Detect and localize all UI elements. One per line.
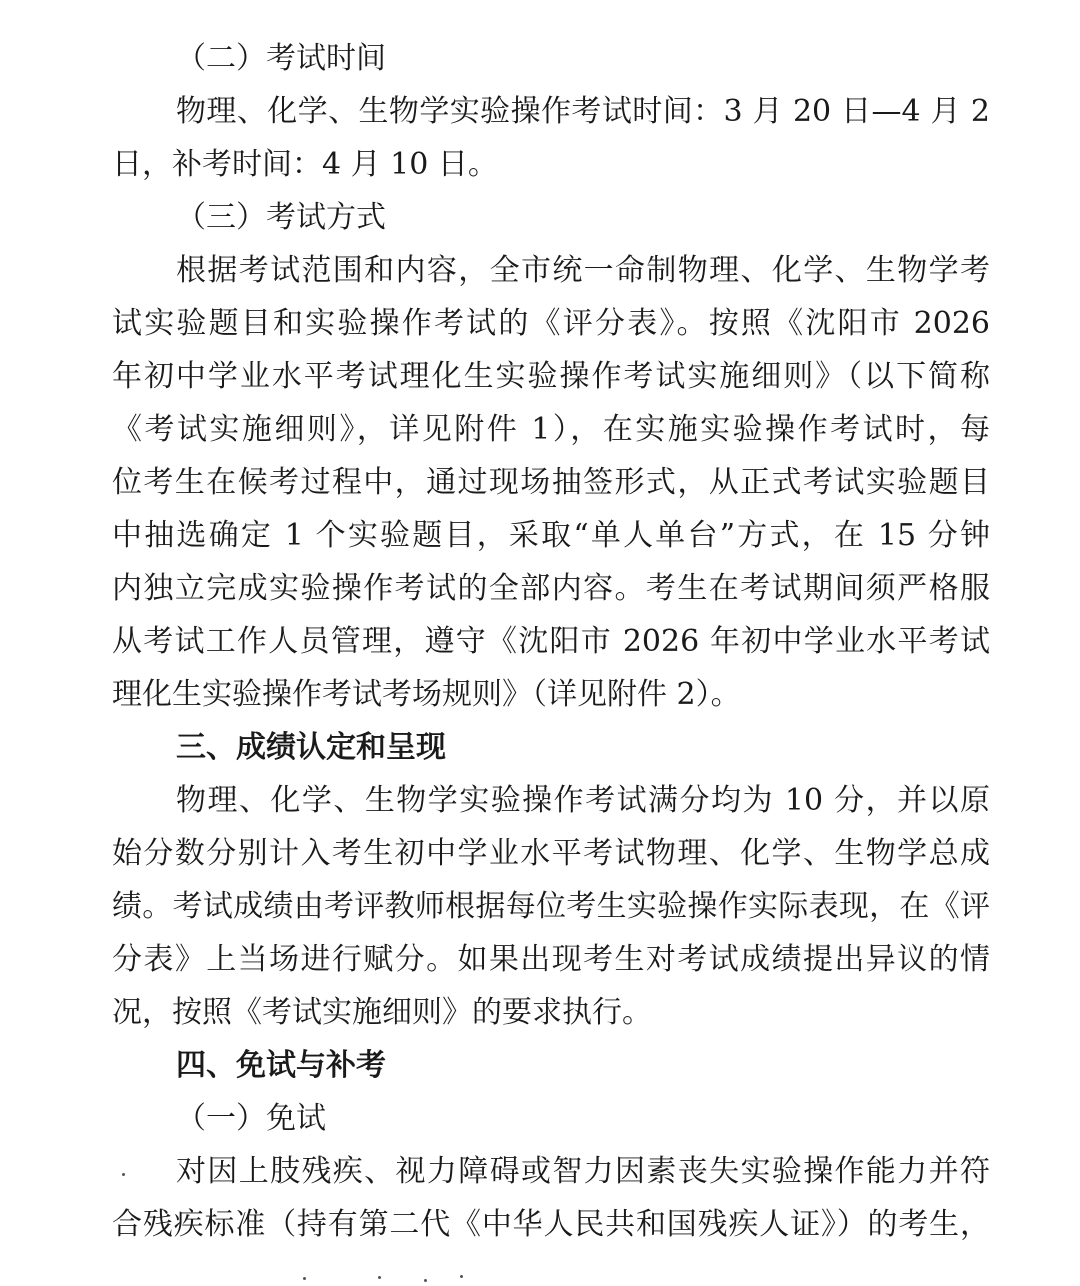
paragraph-line: 从考试工作人员管理，遵守《沈阳市 2026 年初中学业水平考试 — [112, 624, 990, 659]
paragraph-line: 年初中学业水平考试理化生实验操作考试实施细则》（以下简称 — [112, 359, 990, 394]
paragraph-line: 内独立完成实验操作考试的全部内容。考生在考试期间须严格服 — [112, 571, 990, 606]
document-page — [112, 32, 990, 1251]
paragraph-line: 物理、化学、生物学实验操作考试满分均为 10 分，并以原 — [176, 783, 990, 818]
paragraph-line: 合残疾标准（持有第二代《中华人民共和国残疾人证》）的考生， — [112, 1207, 990, 1242]
paragraph-line: 物理、化学、生物学实验操作考试时间：3 月 20 日—4 月 2 — [176, 94, 990, 129]
paragraph-line: 理化生实验操作考试考场规则》（详见附件 2）。 — [112, 677, 741, 712]
scan-speck — [460, 1275, 463, 1278]
paragraph-line: 始分数分别计入考生初中学业水平考试物理、化学、生物学总成 — [112, 836, 990, 871]
paragraph-line: 况，按照《考试实施细则》的要求执行。 — [112, 995, 652, 1030]
paragraph-line: 分表》上当场进行赋分。如果出现考生对考试成绩提出异议的情 — [112, 942, 990, 977]
scan-speck — [378, 1276, 381, 1279]
subheading-exemption: （一）免试 — [176, 1101, 326, 1136]
paragraph-line: 对因上肢残疾、视力障碍或智力因素丧失实验操作能力并符 — [176, 1154, 990, 1189]
scan-speck — [122, 1173, 125, 1176]
paragraph-line: 《考试实施细则》，详见附件 1），在实施实验操作考试时，每 — [112, 412, 990, 447]
subheading-exam-method: （三）考试方式 — [176, 200, 386, 235]
scan-speck — [303, 1277, 306, 1280]
scan-speck — [424, 1279, 427, 1282]
paragraph-line: 试实验题目和实验操作考试的《评分表》。按照《沈阳市 2026 — [112, 306, 990, 341]
section-heading-exemption: 四、免试与补考 — [176, 1048, 386, 1083]
section-heading-results: 三、成绩认定和呈现 — [176, 730, 446, 765]
paragraph-line: 中抽选确定 1 个实验题目，采取“单人单台”方式，在 15 分钟 — [112, 518, 990, 553]
paragraph-line: 绩。考试成绩由考评教师根据每位考生实验操作实际表现，在《评 — [112, 889, 990, 924]
paragraph-line: 日，补考时间：4 月 10 日。 — [112, 147, 498, 182]
paragraph-line: 根据考试范围和内容，全市统一命制物理、化学、生物学考 — [176, 253, 990, 288]
subheading-exam-time: （二）考试时间 — [176, 41, 386, 76]
paragraph-line: 位考生在候考过程中，通过现场抽签形式，从正式考试实验题目 — [112, 465, 990, 500]
